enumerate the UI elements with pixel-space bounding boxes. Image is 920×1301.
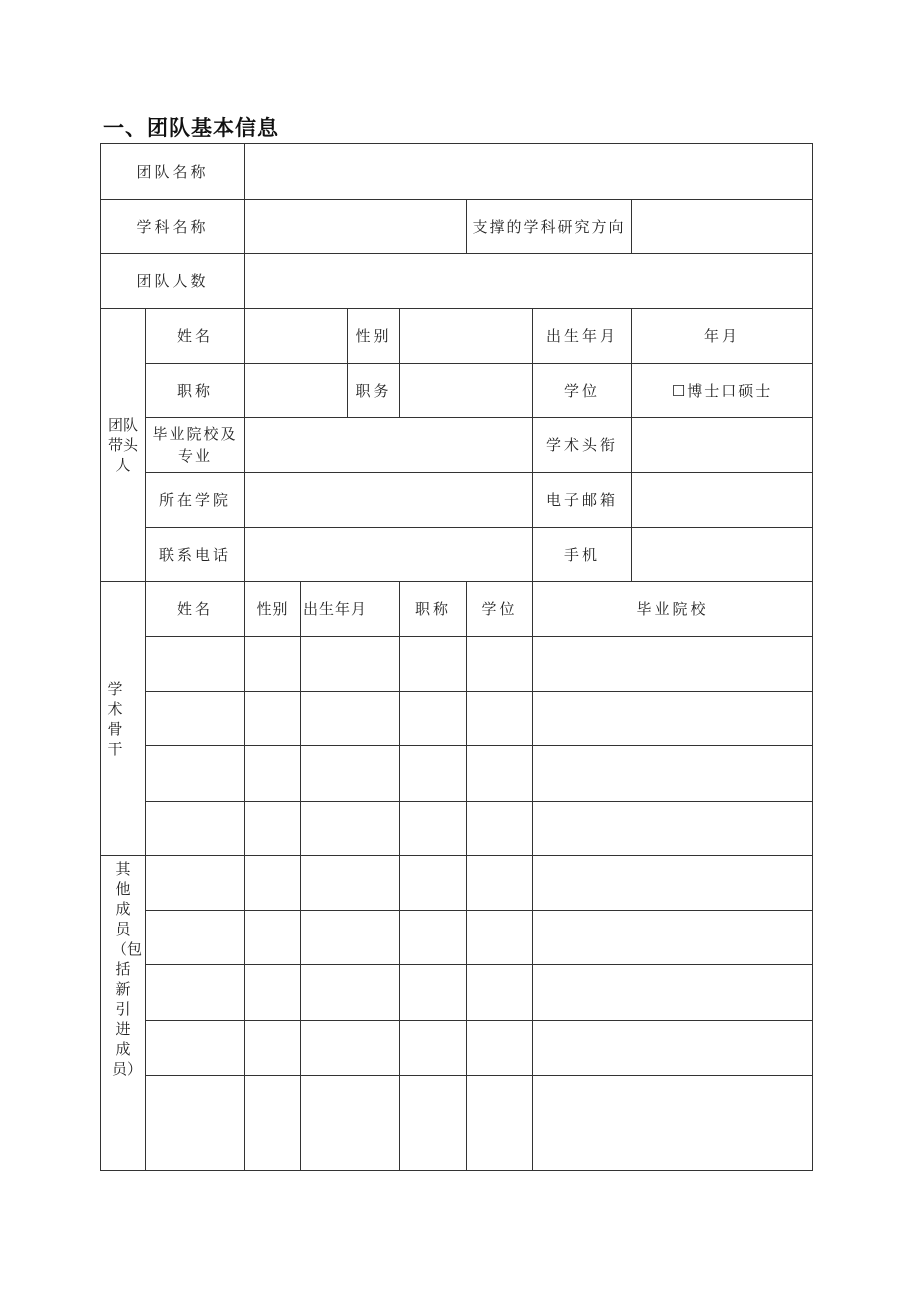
backbone-cell-school[interactable] <box>533 802 813 856</box>
backbone-cell-school[interactable] <box>533 692 813 746</box>
table-row <box>101 802 813 856</box>
leader-school-label <box>146 418 245 473</box>
backbone-cell-name[interactable] <box>146 802 245 856</box>
row-team-name <box>101 144 813 200</box>
discipline-label: 学科名称 <box>101 200 245 254</box>
row-leader-phone <box>101 528 813 582</box>
leader-birth-field[interactable]: 年月 <box>632 309 813 364</box>
table-row <box>101 1021 813 1076</box>
row-discipline <box>101 200 813 254</box>
others-cell-school[interactable] <box>533 856 813 911</box>
others-cell-birth[interactable] <box>301 965 400 1021</box>
leader-gender-field[interactable] <box>400 309 533 364</box>
leader-mobile-field[interactable] <box>632 528 813 582</box>
backbone-cell-birth[interactable] <box>301 637 400 692</box>
others-cell-birth[interactable] <box>301 1021 400 1076</box>
row-backbone-header <box>101 582 813 637</box>
backbone-cell-gender[interactable] <box>245 637 301 692</box>
others-cell-gender[interactable] <box>245 965 301 1021</box>
others-group-label <box>101 856 146 1171</box>
backbone-header-title: 职称 <box>400 582 467 637</box>
table-row <box>101 856 813 911</box>
leader-position-label: 职务 <box>348 364 400 418</box>
backbone-cell-gender[interactable] <box>245 802 301 856</box>
backbone-cell-degree[interactable] <box>467 637 533 692</box>
leader-school-field[interactable] <box>245 418 533 473</box>
others-cell-school[interactable] <box>533 965 813 1021</box>
others-cell-title[interactable] <box>400 911 467 965</box>
leader-school-text: 毕业院校及专业 <box>152 425 238 465</box>
others-cell-name[interactable] <box>146 965 245 1021</box>
backbone-cell-title[interactable] <box>400 637 467 692</box>
backbone-cell-school[interactable] <box>533 746 813 802</box>
team-info-table <box>100 143 813 1171</box>
backbone-header-birth: 出生年月 <box>301 582 400 637</box>
backbone-group-text: 学术骨干 <box>107 679 123 758</box>
leader-phone-field[interactable] <box>245 528 533 582</box>
backbone-cell-degree[interactable] <box>467 746 533 802</box>
backbone-header-degree: 学位 <box>467 582 533 637</box>
backbone-cell-degree[interactable] <box>467 802 533 856</box>
others-cell-title[interactable] <box>400 1076 467 1171</box>
others-group-text: 其他成员（包括新引进成员） <box>112 860 143 1078</box>
others-cell-name[interactable] <box>146 856 245 911</box>
leader-degree-options[interactable]: ☐博士口硕士 <box>632 364 813 418</box>
table-row <box>101 692 813 746</box>
row-leader-title <box>101 364 813 418</box>
team-name-label: 团队名称 <box>101 144 245 200</box>
others-cell-gender[interactable] <box>245 1021 301 1076</box>
leader-email-field[interactable] <box>632 473 813 528</box>
table-row <box>101 965 813 1021</box>
leader-title-label: 职称 <box>146 364 245 418</box>
others-cell-gender[interactable] <box>245 856 301 911</box>
others-cell-gender[interactable] <box>245 911 301 965</box>
table-row <box>101 911 813 965</box>
row-leader-college <box>101 473 813 528</box>
others-cell-name[interactable] <box>146 1076 245 1171</box>
others-cell-name[interactable] <box>146 1021 245 1076</box>
leader-academic-title-field[interactable] <box>632 418 813 473</box>
leader-phone-label: 联系电话 <box>146 528 245 582</box>
leader-college-field[interactable] <box>245 473 533 528</box>
others-cell-birth[interactable] <box>301 856 400 911</box>
others-cell-school[interactable] <box>533 1021 813 1076</box>
table-row <box>101 637 813 692</box>
team-size-field[interactable] <box>245 254 813 309</box>
backbone-cell-birth[interactable] <box>301 802 400 856</box>
others-cell-birth[interactable] <box>301 1076 400 1171</box>
backbone-cell-gender[interactable] <box>245 746 301 802</box>
others-cell-school[interactable] <box>533 911 813 965</box>
others-cell-degree[interactable] <box>467 856 533 911</box>
backbone-cell-degree[interactable] <box>467 692 533 746</box>
leader-academic-title-label: 学术头衔 <box>533 418 632 473</box>
backbone-cell-name[interactable] <box>146 637 245 692</box>
backbone-header-name: 姓名 <box>146 582 245 637</box>
backbone-header-school: 毕业院校 <box>533 582 813 637</box>
leader-email-label: 电子邮箱 <box>533 473 632 528</box>
others-cell-degree[interactable] <box>467 1076 533 1171</box>
others-cell-school[interactable] <box>533 1076 813 1171</box>
team-size-label: 团队人数 <box>101 254 245 309</box>
backbone-cell-name[interactable] <box>146 692 245 746</box>
direction-field[interactable] <box>632 200 813 254</box>
backbone-cell-title[interactable] <box>400 802 467 856</box>
table-row <box>101 1076 813 1171</box>
others-cell-gender[interactable] <box>245 1076 301 1171</box>
leader-degree-label: 学位 <box>533 364 632 418</box>
others-cell-degree[interactable] <box>467 965 533 1021</box>
row-leader-school <box>101 418 813 473</box>
backbone-cell-title[interactable] <box>400 692 467 746</box>
backbone-cell-title[interactable] <box>400 746 467 802</box>
backbone-cell-birth[interactable] <box>301 692 400 746</box>
backbone-cell-name[interactable] <box>146 746 245 802</box>
direction-label: 支撑的学科研究方向 <box>467 200 632 254</box>
leader-birth-label: 出生年月 <box>533 309 632 364</box>
backbone-cell-gender[interactable] <box>245 692 301 746</box>
others-cell-degree[interactable] <box>467 1021 533 1076</box>
leader-gender-label: 性别 <box>348 309 400 364</box>
leader-position-field[interactable] <box>400 364 533 418</box>
others-cell-title[interactable] <box>400 1021 467 1076</box>
leader-mobile-label: 手机 <box>533 528 632 582</box>
backbone-group-label <box>101 582 146 856</box>
others-cell-birth[interactable] <box>301 911 400 965</box>
others-cell-degree[interactable] <box>467 911 533 965</box>
row-leader-name <box>101 309 813 364</box>
leader-name-field[interactable] <box>245 309 348 364</box>
leader-group-label <box>101 309 146 582</box>
others-cell-title[interactable] <box>400 856 467 911</box>
leader-group-text: 团队带头人 <box>107 416 138 474</box>
backbone-cell-school[interactable] <box>533 637 813 692</box>
discipline-field[interactable] <box>245 200 467 254</box>
leader-college-label: 所在学院 <box>146 473 245 528</box>
backbone-cell-birth[interactable] <box>301 746 400 802</box>
others-cell-name[interactable] <box>146 911 245 965</box>
leader-title-field[interactable] <box>245 364 348 418</box>
row-team-size <box>101 254 813 309</box>
leader-name-label: 姓名 <box>146 309 245 364</box>
table-row <box>101 746 813 802</box>
team-name-field[interactable] <box>245 144 813 200</box>
others-cell-title[interactable] <box>400 965 467 1021</box>
backbone-header-gender: 性别 <box>245 582 301 637</box>
section-title: 一、团队基本信息 <box>103 116 279 140</box>
